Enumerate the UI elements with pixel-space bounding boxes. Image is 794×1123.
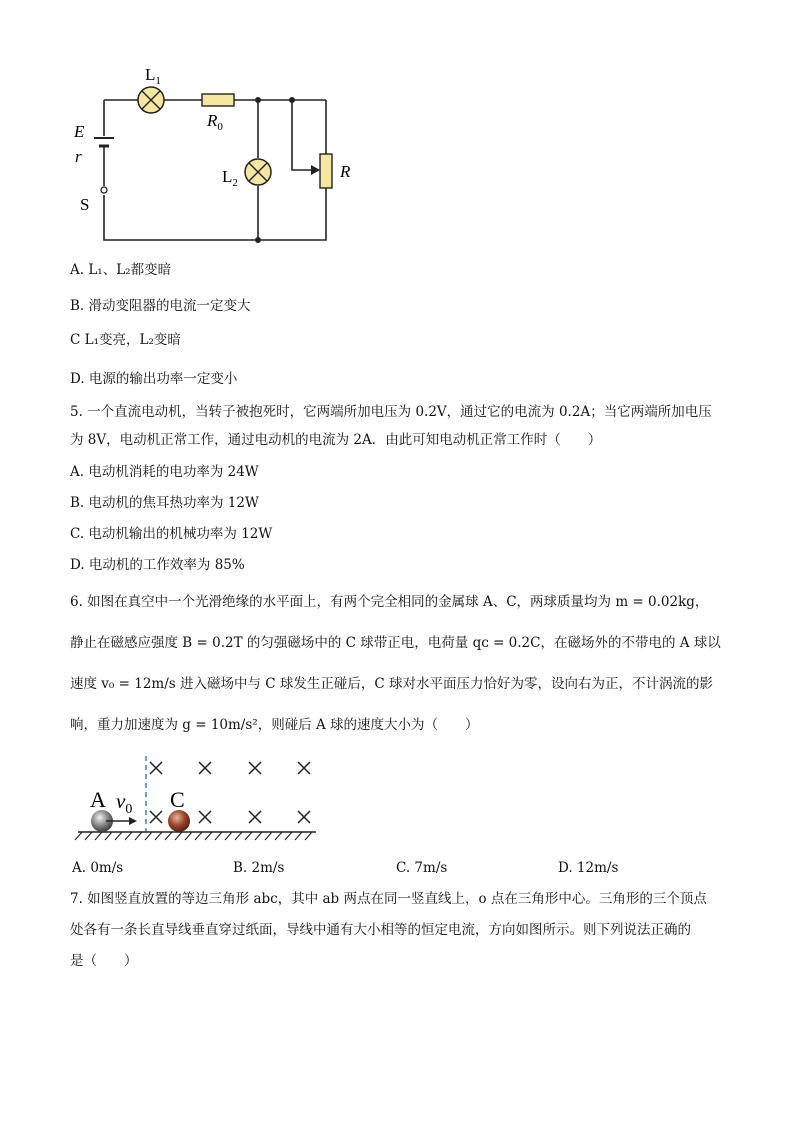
q6-option-d: D. 12m/s [558,860,619,876]
q7-stem-line3: 是（ ） [70,953,138,969]
label-ball-c: C [170,787,185,812]
q6-stem-line1: 6. 如图在真空中一个光滑绝缘的水平面上，有两个完全相同的金属球 A、C，两球质量均为 m = 0.02kg， [70,594,709,610]
q5-stem-line1: 5. 一个直流电动机，当转子被抱死时，它两端所加电压为 0.2V，通过它的电流为 0.2A；当它两端所加电压 [70,404,712,420]
q6-option-b: B. 2m/s [233,860,285,876]
q4-option-d: D. 电源的输出功率一定变小 [70,371,238,387]
label-velocity: $v_0$ [116,789,133,817]
label-r0: $R_0$ [207,111,223,133]
q4-option-b: B. 滑动变阻器的电流一定变大 [70,298,251,314]
label-l2: $L_2$ [222,167,238,189]
q4-option-a: A. L₁、L₂都变暗 [70,262,172,278]
q6-option-c: C. 7m/s [396,860,448,876]
label-rheostat: R [340,162,351,181]
switch-contact [101,187,107,193]
q6-stem-line4: 响，重力加速度为 g = 10m/s²，则碰后 A 球的速度大小为（ ） [70,717,479,733]
label-e: E [74,122,85,141]
rheostat-r [320,154,332,188]
label-s: S [80,195,90,214]
label-ball-a: A [90,787,106,812]
ground-hatching [75,832,312,840]
q5-stem-line2: 为 8V，电动机正常工作，通过电动机的电流为 2A．由此可知电动机正常工作时（ ） [70,432,602,448]
lamp-l2-icon [245,159,271,185]
q5-option-c: C. 电动机输出的机械功率为 12W [70,526,273,542]
q5-option-b: B. 电动机的焦耳热功率为 12W [70,495,259,511]
resistor-r0 [202,94,234,106]
q4-option-c: C L₁变亮，L₂变暗 [70,332,181,348]
q6-figure [0,752,794,852]
q6-stem-line3: 速度 v₀ = 12m/s 进入磁场中与 C 球发生正碰后，C 球对水平面压力恰好为零，设向右为正，不计涡流的影 [70,676,714,692]
lamp-l1-icon [138,87,164,113]
q5-option-d: D. 电动机的工作效率为 85% [70,557,245,573]
q6-option-a: A. 0m/s [72,860,124,876]
wiper-arrow-icon [311,165,320,175]
label-r: r [75,147,82,166]
ball-c [168,810,190,832]
q5-option-a: A. 电动机消耗的电功率为 24W [70,464,259,480]
junction-dot [255,237,261,243]
q6-stem-line2: 静止在磁感应强度 B = 0.2T 的匀强磁场中的 C 球带正电，电荷量 qᴄ = 0.2C，在磁场外的不带电的 A 球以 [70,635,721,651]
label-l1: $L_1$ [145,65,161,87]
junction-dot [289,97,295,103]
velocity-arrow-icon [129,817,137,825]
circuit-diagram [0,0,794,260]
junction-dot [255,97,261,103]
q7-stem-line2: 处各有一条长直导线垂直穿过纸面，导线中通有大小相等的恒定电流，方向如图所示。则下列说法正确的 [70,922,691,938]
q7-stem-line1: 7. 如图竖直放置的等边三角形 abc，其中 ab 两点在同一竖直线上，o 点在三角形中心。三角形的三个顶点 [70,891,707,907]
